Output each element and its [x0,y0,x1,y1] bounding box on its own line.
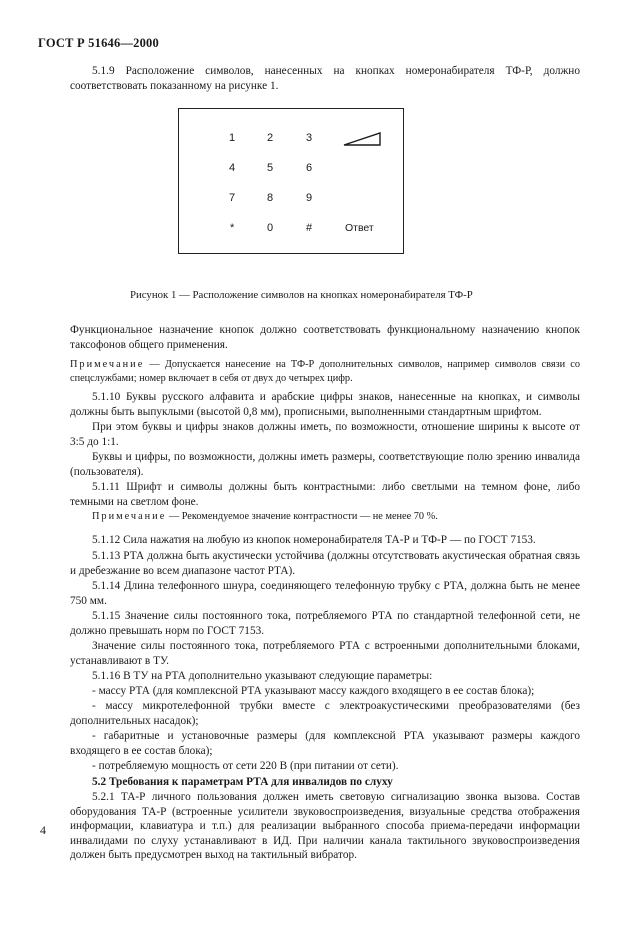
key-0: 0 [267,222,274,234]
key-7: 7 [229,192,236,204]
paragraph-size: Буквы и цифры, по возможности, должны иметь размеры, соответствующие полю зрению инвалида (пользователя). [70,451,580,478]
paragraph-5-1-13: 5.1.13 РТА должна быть акустически устойчива (должны отсутствовать акустическая обратная связь и дребезжание во всем диапазоне частот РТА). [70,550,580,577]
key-2: 2 [267,132,274,144]
paragraph-5-1-15: 5.1.15 Значение силы постоянного тока, потребляемого РТА по стандартной телефонной сети, не должно превышать норм по ГОСТ 7153. [70,610,580,637]
note-text: — Рекомендуемое значение контрастности — не менее 70 %. [166,511,438,522]
figure-caption: Рисунок 1 — Расположение символов на кнопках номеронабирателя ТФ-Р [130,289,473,301]
paragraph-5-1-11: 5.1.11 Шрифт и символы должны быть контрастными: либо светлыми на темном фоне, либо темными на светлом фоне. [70,481,580,508]
key-5: 5 [267,162,274,174]
keypad-figure [178,108,404,254]
volume-wedge-icon [343,132,381,146]
paragraph-5-1-10: 5.1.10 Буквы русского алфавита и арабские цифры знаков, нанесенные на кнопках, и символы должны быть выпуклыми (высотой 0,8 мм), прописными, выполненными стандартным шрифтом. [70,391,580,418]
key-6: 6 [306,162,313,174]
key-hash: # [306,222,313,234]
list-item: - массу микротелефонной трубки вместе с электроакустическими преобразователями (без дополнительных насадок); [70,700,580,727]
note-label: Примечание [70,359,145,370]
note-text: — Допускается нанесение на ТФ-Р дополнительных символов, например символов связи со спецслужбами; номер включает в себя от двух до четырех цифр. [70,359,580,384]
paragraph-5-1-14: 5.1.14 Длина телефонного шнура, соединяющего телефонную трубку с РТА, должна быть не менее 750 мм. [70,580,580,607]
paragraph-5-1-16: 5.1.16 В ТУ на РТА дополнительно указывают следующие параметры: [92,670,433,682]
paragraph-5-1-12: 5.1.12 Сила нажатия на любую из кнопок номеронабирателя ТА-Р и ТФ-Р — по ГОСТ 7153. [92,534,536,546]
answer-label: Ответ [345,222,374,234]
paragraph-5-1-9: 5.1.9 Расположение символов, нанесенных на кнопках номеронабирателя ТФ-Р, должно соответствовать показанному на рисунке 1. [70,65,580,92]
note-label: Примечание [92,511,167,522]
section-heading-5-2: 5.2 Требования к параметрам РТА для инвалидов по слуху [92,776,393,788]
page-number: 4 [40,823,46,837]
list-item: - потребляемую мощность от сети 220 В (при питании от сети). [92,760,399,772]
paragraph-current: Значение силы постоянного тока, потребляемого РТА с встроенными дополнительными блоками, устанавливают в ТУ. [70,640,580,667]
key-1: 1 [229,132,236,144]
list-item: - габаритные и установочные размеры (для комплексной РТА указывают размеры каждого входящего в ее состав блока); [70,730,580,757]
key-4: 4 [229,162,236,174]
list-item: - массу РТА (для комплексной РТА указывают массу каждого входящего в ее состав блока); [92,685,535,697]
note-2 [70,510,580,524]
key-8: 8 [267,192,274,204]
key-star: * [230,222,235,234]
paragraph-function: Функциональное назначение кнопок должно соответствовать функциональному назначению кнопок таксофонов общего применения. [70,324,580,351]
key-3: 3 [306,132,313,144]
note-1 [70,358,580,385]
paragraph-5-2-1: 5.2.1 ТА-Р личного пользования должен иметь световую сигнализацию звонка вызова. Состав оборудования ТА-Р (встроенные усилители звуковоспроизведения, визуальные средства отображения информации, клавиатура и т.п.) для реализации выбранного способа приема-передачи информации инвалидами по слуху устанавливают в ИД. При наличии канала тактильного звуковоспроизведения должен быть предусмотрен выход на тактильный вибратор. [70,791,580,861]
key-9: 9 [306,192,313,204]
paragraph-ratio: При этом буквы и цифры знаков должны иметь, по возможности, отношение ширины к высоте от 3:5 до 1:1. [70,421,580,448]
document-header: ГОСТ Р 51646—2000 [38,36,159,50]
